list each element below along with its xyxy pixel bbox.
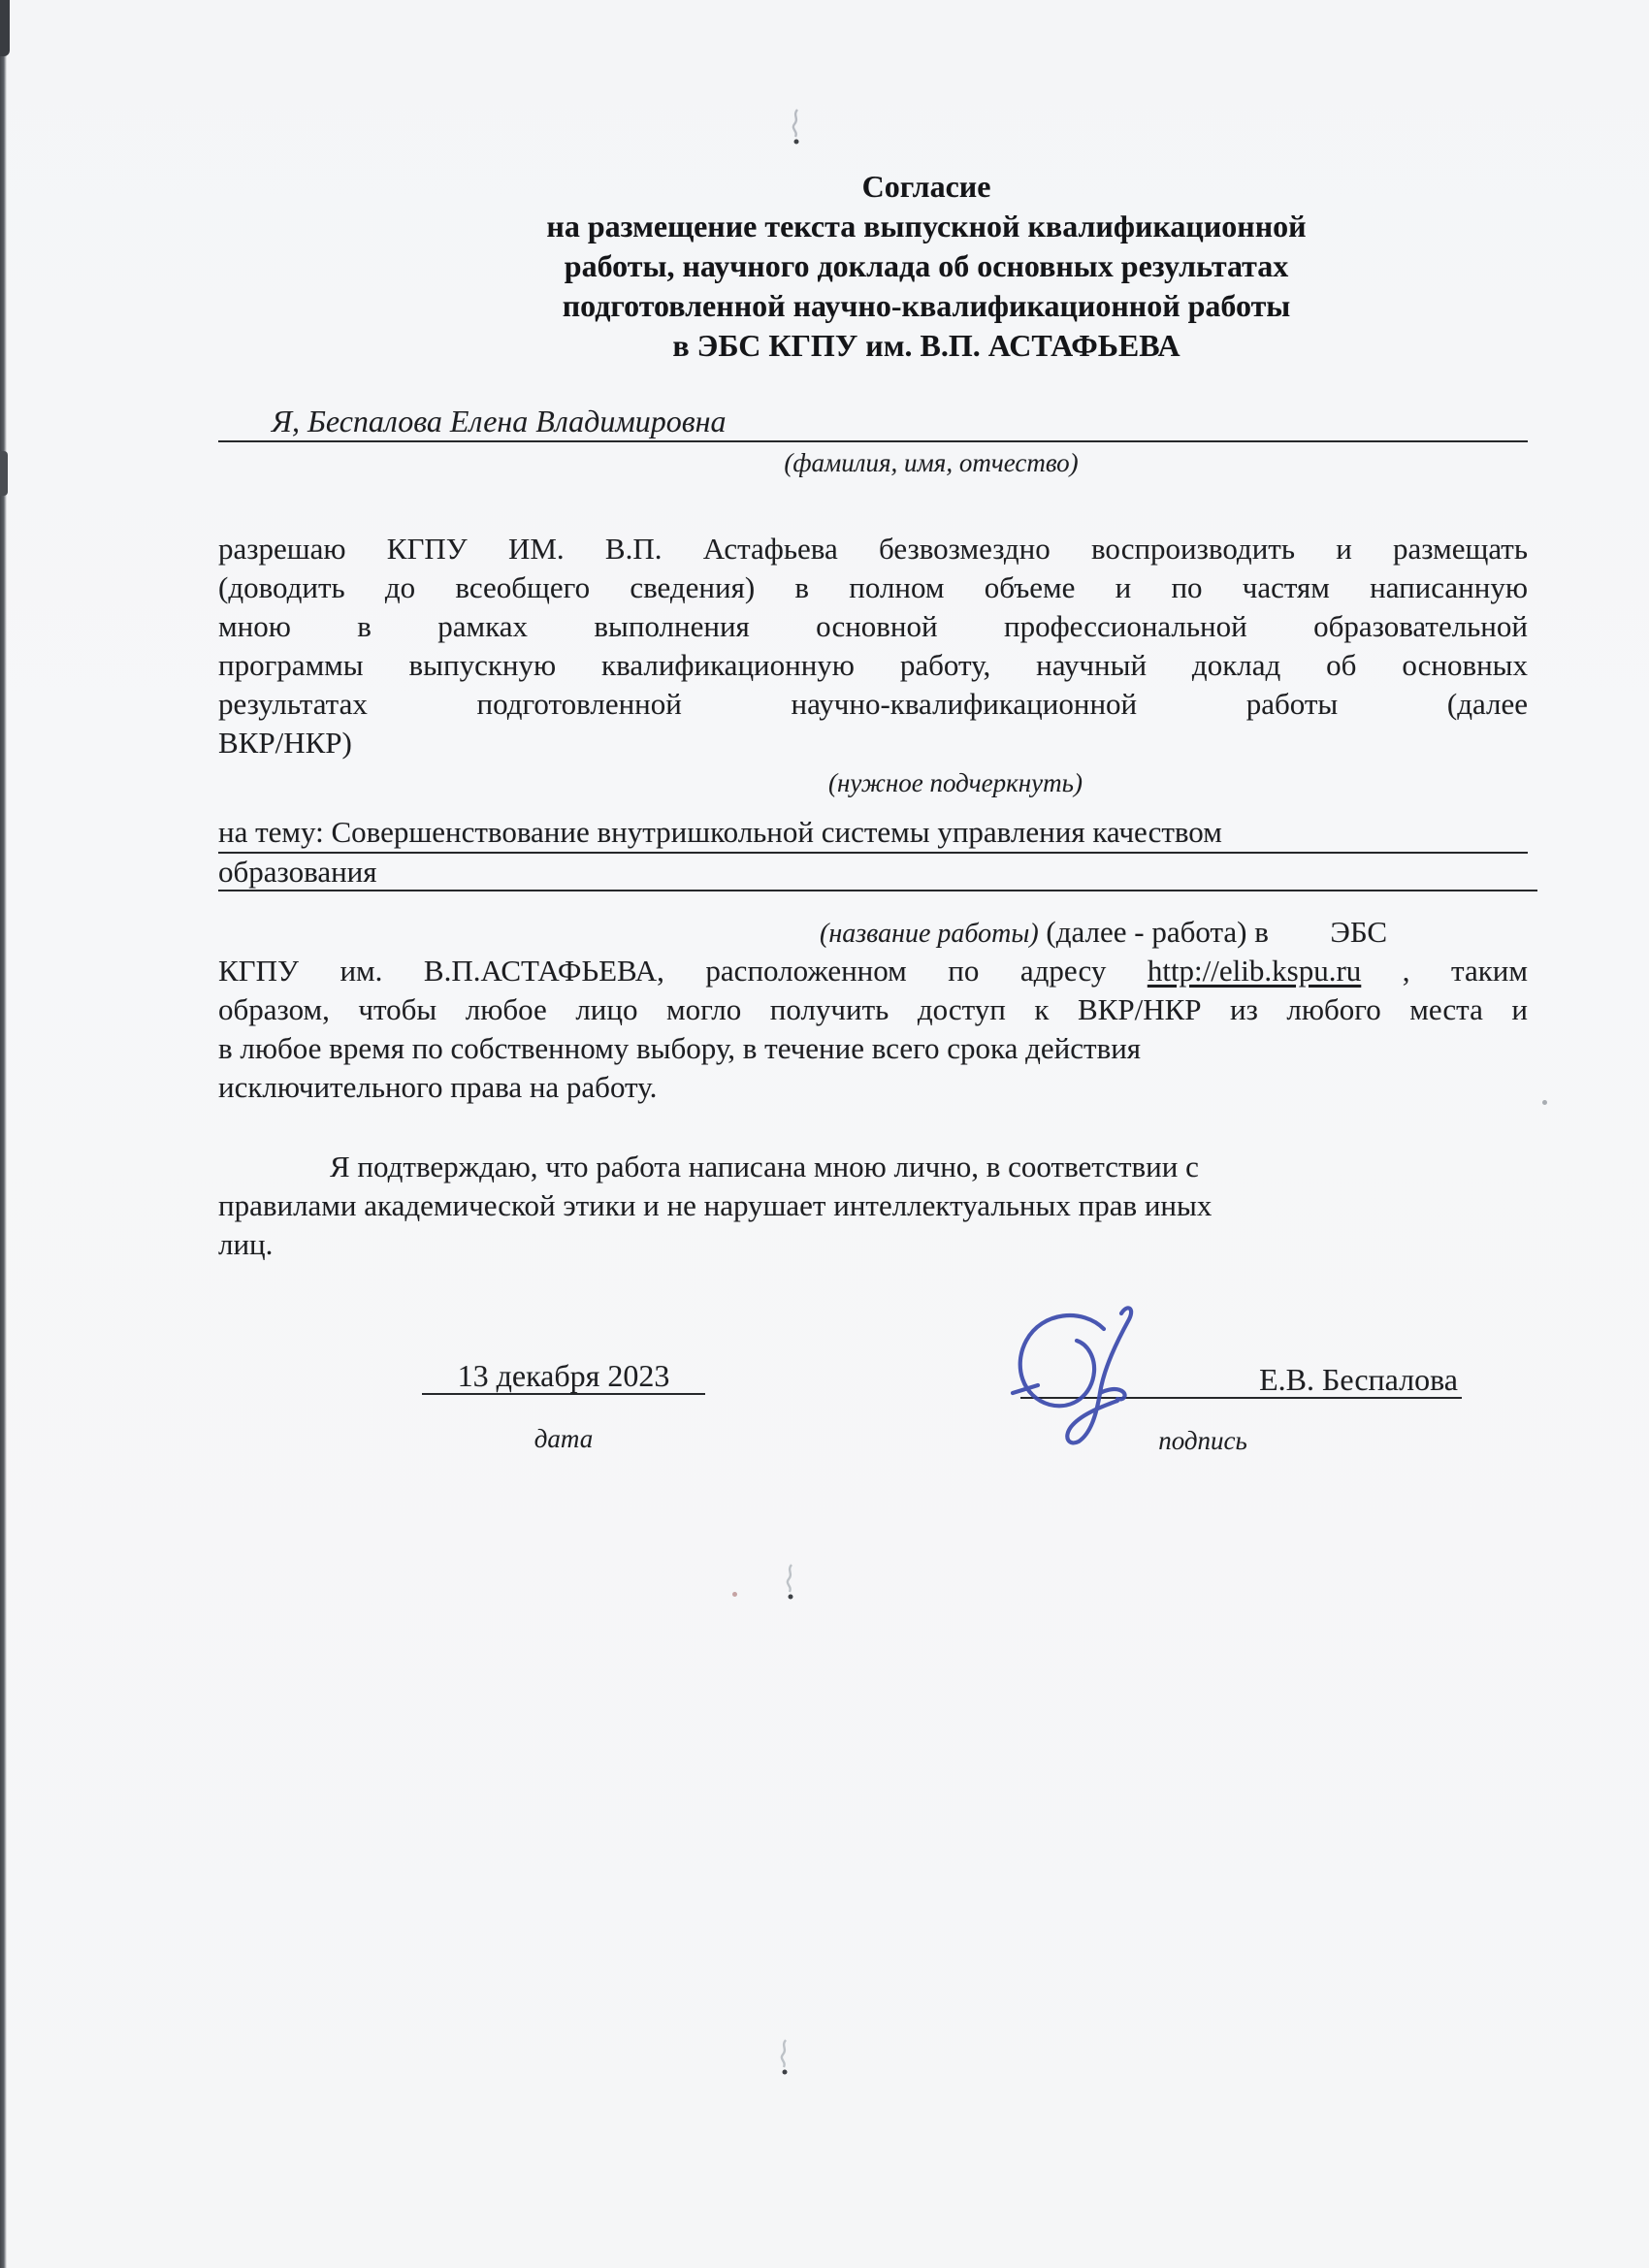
declarant-name-field [218, 404, 1528, 442]
work-topic-field [218, 813, 1528, 854]
elibrary-url: http://elib.kspu.ru [1147, 954, 1362, 988]
work-alias-text: (далее - работа) в [1046, 915, 1269, 949]
work-topic-line2: образования [218, 855, 377, 889]
placement-line: образом, чтобы любое лицо могло получить доступ к ВКР/НКР из любого места и [218, 992, 1528, 1026]
paragraph-line: разрешаю КГПУ ИМ. В.П. Астафьева безвозмездно воспроизводить и размещать [218, 532, 1528, 566]
work-title-caption: (название работы) [820, 919, 1039, 949]
scan-speck-top [786, 107, 811, 151]
declarant-name: Я, Беспалова Елена Владимировна [272, 404, 727, 438]
confirmation-line: Я подтверждаю, что работа написана мною лично, в соответствии с [330, 1150, 1199, 1183]
placement-line [218, 952, 1528, 990]
scan-corner-artifact [0, 0, 10, 56]
title-line: Согласие [861, 169, 991, 204]
date-caption: дата [534, 1424, 594, 1453]
document-title [272, 167, 1581, 366]
paragraph-line: результатах подготовленной научно-квалификационной работы (далее [218, 687, 1528, 721]
scan-edge-artifact [0, 0, 7, 2268]
paragraph-line: (доводить до всеобщего сведения) в полном объеме и по частям написанную [218, 570, 1528, 604]
signature-caption: подпись [1158, 1426, 1247, 1455]
scan-dust-dot [732, 1592, 737, 1597]
paragraph-line: мною в рамках выполнения основной профессиональной образовательной [218, 609, 1528, 643]
signatory-name-field: Е.В. Беспалова [1020, 1362, 1462, 1399]
permission-paragraph [218, 530, 1528, 762]
confirmation-line: лиц. [218, 1227, 274, 1261]
work-title-caption-line [820, 913, 1557, 954]
name-field-caption: (фамилия, имя, отчество) [784, 448, 1079, 477]
handwritten-signature [1007, 1298, 1174, 1451]
placement-line: в любое время по собственному выбору, в течение всего срока действия [218, 1031, 1142, 1065]
title-line: работы, научного доклада об основных результатах [564, 248, 1289, 283]
placement-line-text: , таким [1402, 954, 1528, 988]
scan-speck-bottom [774, 2037, 799, 2082]
work-topic-line1: на тему: Совершенствование внутришкольной системы управления качеством [218, 815, 1222, 849]
work-topic-field-continued [218, 854, 1537, 891]
scan-speck-middle [780, 1562, 805, 1606]
placement-line-text: КГПУ им. В.П.АСТАФЬЕВА, расположенном по адресу [218, 954, 1148, 988]
confirmation-line: правилами академической этики и не нарушает интеллектуальных прав иных [218, 1188, 1212, 1222]
paragraph-line: ВКР/НКР) [218, 726, 352, 760]
title-line: подготовленной научно-квалификационной работы [562, 288, 1291, 323]
placement-line: исключительного права на работу. [218, 1070, 658, 1104]
paragraph-line: программы выпускную квалификационную работу, научный доклад об основных [218, 648, 1528, 682]
title-line: в ЭБС КГПУ им. В.П. АСТАФЬЕВА [672, 328, 1180, 363]
title-line: на размещение текста выпускной квалификационной [546, 209, 1307, 243]
underline-instruction-caption: (нужное подчеркнуть) [828, 768, 1083, 797]
ebs-label: ЭБС [1330, 915, 1388, 949]
date-field: 13 декабря 2023 [422, 1358, 705, 1395]
scan-edge-smudge [0, 451, 8, 496]
scan-dust-dot [1542, 1100, 1547, 1105]
